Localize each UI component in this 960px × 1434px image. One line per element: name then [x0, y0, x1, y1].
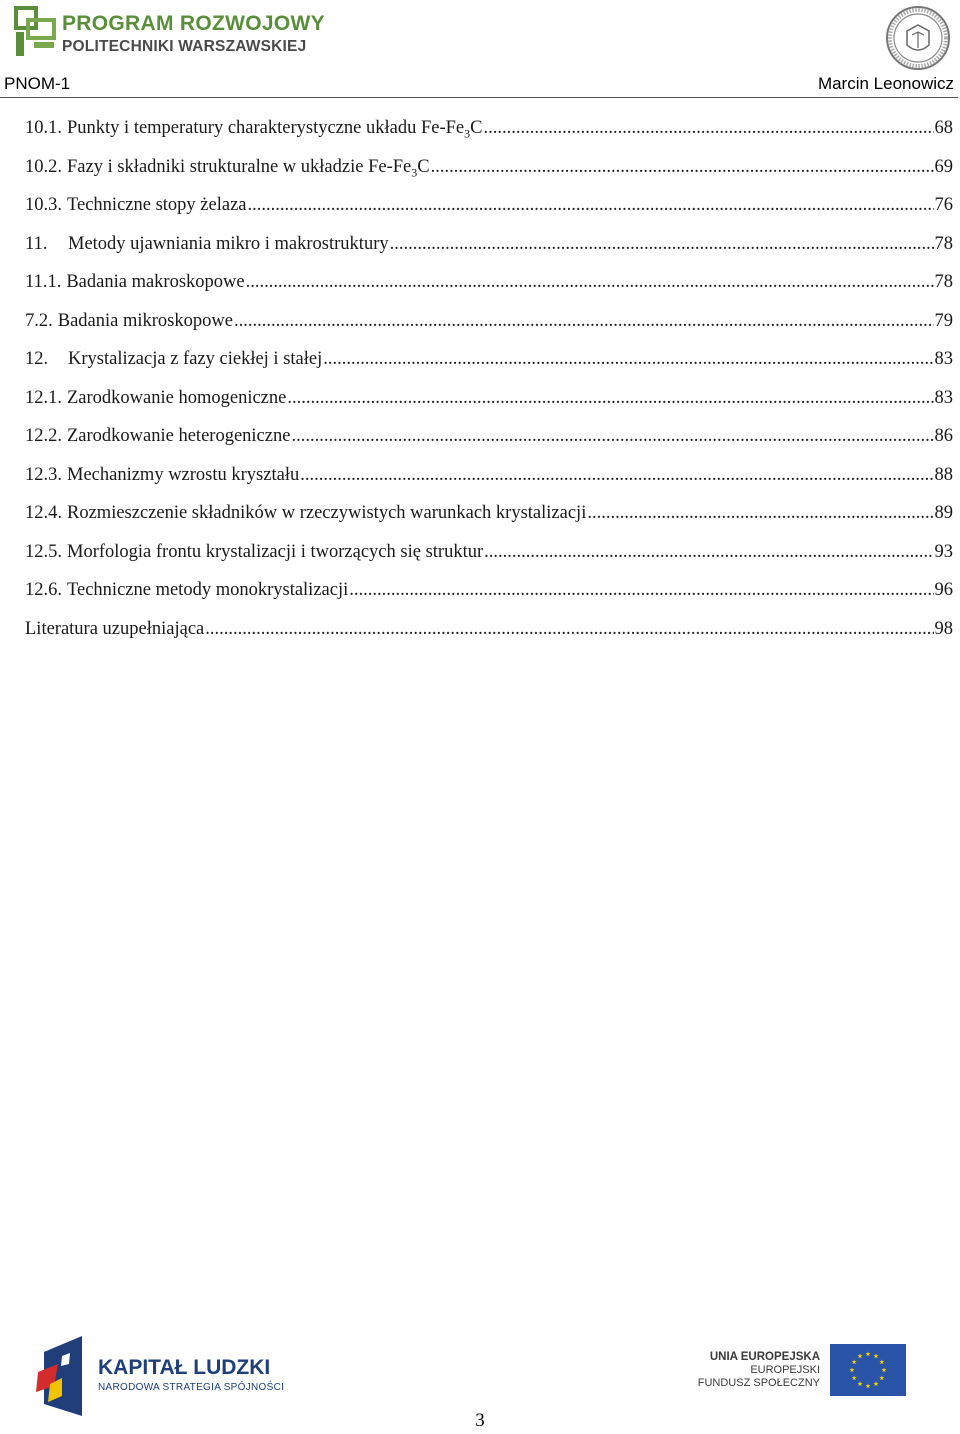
- toc-entry-title-text: Techniczne stopy żelaza: [67, 195, 247, 215]
- eu-fund-label: [698, 1350, 820, 1390]
- toc-entry-page: 68: [934, 118, 953, 138]
- toc-entry-title: [67, 118, 482, 142]
- toc-entry-title: [67, 195, 247, 216]
- program-subtitle: POLITECHNIKI WARSZAWSKIEJ: [62, 38, 307, 55]
- toc-entry[interactable]: [25, 542, 953, 581]
- author-name: Marcin Leonowicz: [817, 74, 954, 93]
- toc-entry-leader-dots: [484, 542, 933, 563]
- toc-entry[interactable]: [25, 503, 953, 542]
- toc-entry-title-suffix: C: [470, 118, 483, 138]
- toc-entry-number: 12.4.: [25, 503, 62, 523]
- toc-entry[interactable]: [25, 619, 953, 658]
- toc-entry-title: [67, 388, 286, 409]
- toc-entry-leader-dots: [248, 195, 934, 216]
- toc-entry-number: 11.: [25, 233, 48, 254]
- toc-entry-title: [58, 311, 233, 332]
- toc-entry-page: 78: [934, 233, 953, 254]
- toc-entry[interactable]: [25, 157, 953, 196]
- toc-entry[interactable]: [25, 272, 953, 311]
- toc-entry-number: 11.1.: [25, 272, 62, 292]
- toc-entry-leader-dots: [431, 157, 934, 178]
- toc-entry-title-text: Zarodkowanie homogeniczne: [67, 387, 287, 408]
- toc-entry-number: 12.6.: [25, 580, 62, 600]
- kapital-ludzki-logo-icon: [36, 1334, 86, 1416]
- toc-entry-page: 93: [934, 541, 953, 562]
- eu-union-text: UNIA EUROPEJSKA: [709, 1351, 820, 1363]
- toc-entry-title-text: Rozmieszczenie składników w rzeczywistych warunkach krystalizacji: [67, 503, 587, 523]
- eu-fund-line3: FUNDUSZ SPOŁECZNY: [697, 1377, 820, 1389]
- kapital-ludzki-subtitle: NARODOWA STRATEGIA SPÓJNOŚCI: [98, 1382, 285, 1393]
- toc-entry-title-text: Mechanizmy wzrostu kryształu: [67, 464, 300, 485]
- toc-entry-number: 12.: [25, 349, 49, 369]
- document-code: PNOM-1: [4, 74, 71, 93]
- toc-entry-number: 12.2.: [25, 426, 62, 446]
- toc-entry-title: [68, 349, 322, 370]
- toc-entry-title: [68, 234, 389, 255]
- toc-entry-number: 10.3.: [25, 195, 62, 215]
- toc-entry-page: 78: [934, 272, 953, 292]
- toc-entry-title-text: Zarodkowanie heterogeniczne: [67, 426, 291, 446]
- toc-entry[interactable]: [25, 118, 953, 157]
- toc-entry[interactable]: [25, 426, 953, 465]
- toc-entry[interactable]: [25, 388, 953, 427]
- toc-entry-subscript: 3: [411, 165, 418, 180]
- toc-entry[interactable]: [25, 195, 953, 234]
- toc-entry-leader-dots: [587, 503, 933, 524]
- toc-entry-title-text: Badania mikroskopowe: [57, 310, 233, 331]
- toc-entry-page: 88: [934, 464, 953, 485]
- toc-entry-leader-dots: [323, 349, 933, 370]
- eu-flag-icon: [830, 1344, 906, 1396]
- table-of-contents: [25, 118, 953, 657]
- toc-entry-title: [67, 426, 290, 447]
- toc-entry-number: 12.5.: [25, 541, 62, 562]
- toc-entry-page: 69: [934, 156, 953, 177]
- toc-entry-number: 10.2.: [25, 156, 62, 177]
- toc-entry-title-text: Fazy i składniki strukturalne w układzie Fe-Fe: [67, 156, 412, 177]
- toc-entry-leader-dots: [291, 426, 933, 447]
- toc-entry-title-suffix: C: [417, 156, 430, 177]
- page-header: [0, 0, 960, 100]
- toc-entry-number: 10.1.: [25, 118, 62, 138]
- toc-entry-page: 83: [934, 349, 953, 369]
- toc-entry-title-text: Punkty i temperatury charakterystyczne układu Fe-Fe: [67, 118, 465, 138]
- toc-entry-leader-dots: [483, 118, 933, 139]
- toc-entry-title: [25, 619, 204, 640]
- toc-entry-title-text: Krystalizacja z fazy ciekłej i stałej: [68, 349, 323, 369]
- toc-entry[interactable]: [25, 311, 953, 350]
- toc-entry-title: [67, 157, 430, 181]
- toc-entry-title-text: Metody ujawniania mikro i makrostruktury: [68, 233, 389, 254]
- toc-entry-page: 86: [934, 426, 953, 446]
- toc-entry-title-text: Morfologia frontu krystalizacji i tworzących się struktur: [67, 541, 484, 562]
- kapital-ludzki-title: KAPITAŁ LUDZKI: [98, 1356, 271, 1379]
- toc-entry-leader-dots: [300, 465, 933, 486]
- page-number: 3: [475, 1410, 485, 1431]
- toc-entry-title-text: Badania makroskopowe: [66, 272, 245, 292]
- toc-entry-page: 98: [934, 618, 953, 639]
- header-divider: [0, 97, 958, 98]
- toc-entry-leader-dots: [349, 580, 933, 601]
- toc-entry-number: 7.2.: [25, 310, 53, 331]
- toc-entry-page: 89: [934, 503, 953, 523]
- toc-entry[interactable]: [25, 580, 953, 619]
- toc-entry-page: 96: [934, 580, 953, 600]
- toc-entry-number: 12.1.: [25, 387, 62, 408]
- toc-entry-page: 83: [934, 387, 953, 408]
- toc-entry-title-text: Literatura uzupełniająca: [25, 618, 205, 639]
- toc-entry-leader-dots: [205, 619, 933, 640]
- toc-entry-leader-dots: [390, 234, 934, 255]
- toc-entry[interactable]: [25, 465, 953, 504]
- toc-entry-subscript: 3: [464, 126, 471, 141]
- program-title: PROGRAM ROZWOJOWY: [62, 12, 325, 35]
- toc-entry-title-text: Techniczne metody monokrystalizacji: [67, 580, 349, 600]
- university-seal-icon: [885, 5, 951, 71]
- toc-entry-title: [67, 580, 348, 601]
- toc-entry[interactable]: [25, 234, 953, 273]
- toc-entry-page: 79: [934, 310, 953, 331]
- toc-entry-title: [66, 272, 244, 293]
- toc-entry-leader-dots: [234, 311, 934, 332]
- toc-entry[interactable]: [25, 349, 953, 388]
- toc-entry-title: [67, 503, 586, 524]
- program-logo-icon: [14, 6, 58, 58]
- eu-fund-line2: EUROPEJSKI: [750, 1364, 820, 1376]
- toc-entry-title: [67, 542, 483, 563]
- toc-entry-page: 76: [934, 195, 953, 215]
- toc-entry-leader-dots: [246, 272, 934, 293]
- toc-entry-number: 12.3.: [25, 464, 62, 485]
- toc-entry-title: [67, 465, 299, 486]
- toc-entry-leader-dots: [287, 388, 933, 409]
- program-rozwojowy-logo: [14, 6, 325, 62]
